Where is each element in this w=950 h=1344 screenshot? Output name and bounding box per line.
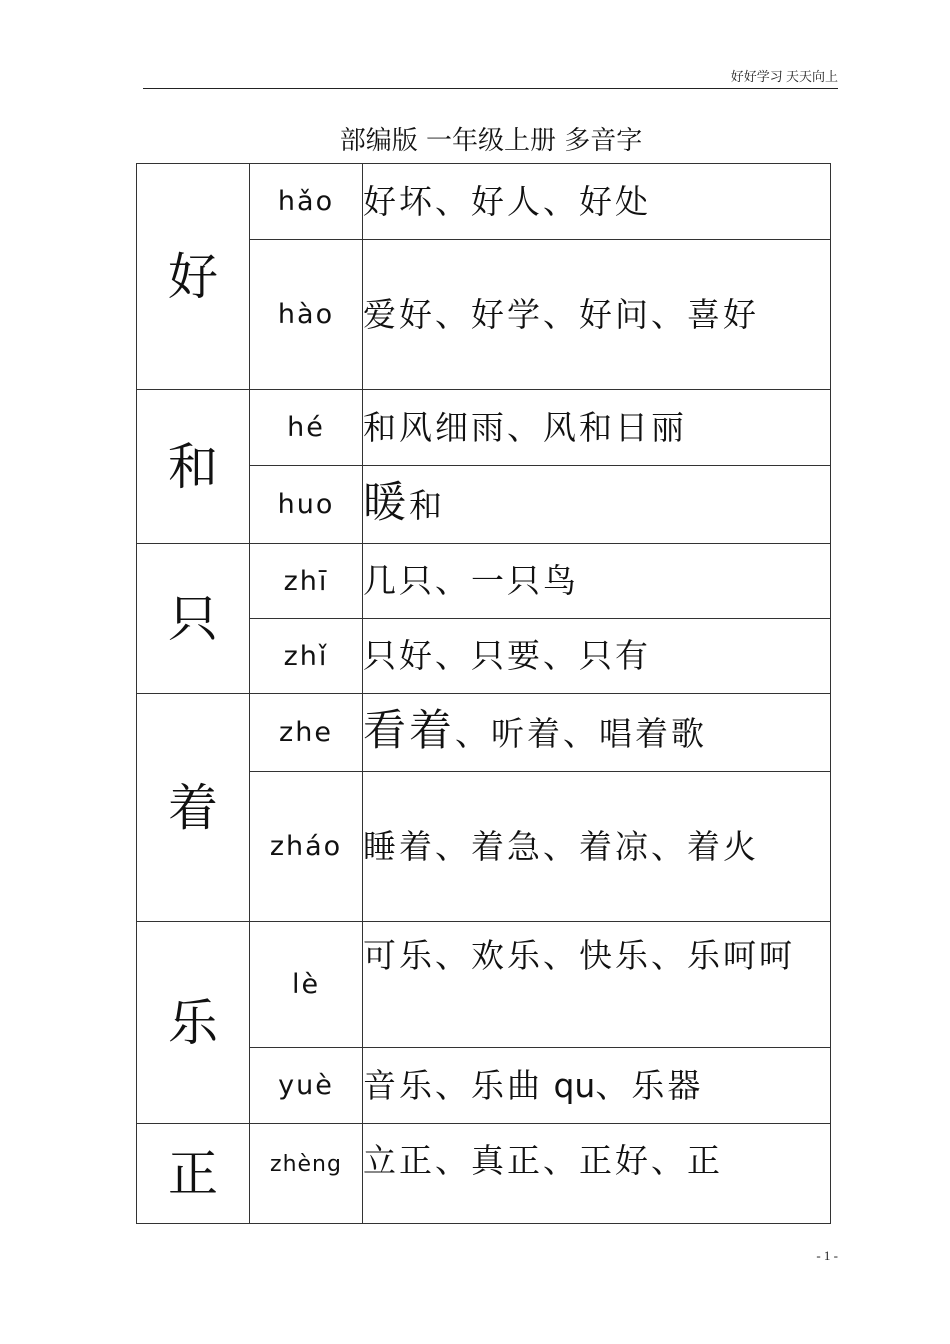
words-cell: 和风细雨、风和日丽 xyxy=(363,390,831,466)
words-cell xyxy=(363,1048,831,1124)
header-rule xyxy=(143,88,838,89)
pinyin-cell: zháo xyxy=(250,772,363,922)
words-cell: 睡着、着急、着凉、着火 xyxy=(363,772,831,922)
pinyin-cell: hào xyxy=(250,240,363,390)
table-row xyxy=(137,390,831,466)
character-cell: 正 xyxy=(137,1124,250,1224)
character-cell: 着 xyxy=(137,694,250,922)
pinyin-cell: huo xyxy=(250,466,363,544)
table-row xyxy=(137,922,831,1048)
pinyin-cell: yuè xyxy=(250,1048,363,1124)
character-cell: 乐 xyxy=(137,922,250,1124)
polyphone-table xyxy=(136,163,831,1224)
pinyin-cell: zhī xyxy=(250,544,363,619)
words-cell: 几只、一只鸟 xyxy=(363,544,831,619)
words-cell: 可乐、欢乐、快乐、乐呵呵 xyxy=(363,922,831,1048)
table-row xyxy=(137,1124,831,1224)
table-row xyxy=(137,544,831,619)
character-cell: 好 xyxy=(137,164,250,390)
words-cell: 只好、只要、只有 xyxy=(363,619,831,694)
header-motto: 好好学习 天天向上 xyxy=(730,69,838,84)
latin-text: qu xyxy=(543,1065,596,1105)
words-text: 、乐器 xyxy=(595,1065,704,1105)
words-cell: 立正、真正、正好、正 xyxy=(363,1124,831,1224)
table-row xyxy=(137,164,831,240)
large-words: 看着 xyxy=(363,706,455,756)
words-cell xyxy=(363,694,831,772)
words-text: 、听着、唱着歌 xyxy=(455,714,707,753)
words-text: 和 xyxy=(409,486,445,525)
table-row xyxy=(137,694,831,772)
character-cell: 只 xyxy=(137,544,250,694)
pinyin-cell: hǎo xyxy=(250,164,363,240)
document-title: 部编版 一年级上册 多音字 xyxy=(339,126,643,156)
words-cell: 爱好、好学、好问、喜好 xyxy=(363,240,831,390)
words-cell: 好坏、好人、好处 xyxy=(363,164,831,240)
large-character: 暖 xyxy=(363,478,409,528)
words-text: 音乐、乐曲 xyxy=(363,1065,543,1105)
character-cell: 和 xyxy=(137,390,250,544)
pinyin-cell: zhèng xyxy=(250,1124,363,1224)
words-cell xyxy=(363,466,831,544)
pinyin-cell: zhe xyxy=(250,694,363,772)
pinyin-cell: lè xyxy=(250,922,363,1048)
page-number: - 1 - xyxy=(816,1248,838,1263)
pinyin-cell: hé xyxy=(250,390,363,466)
pinyin-cell: zhǐ xyxy=(250,619,363,694)
